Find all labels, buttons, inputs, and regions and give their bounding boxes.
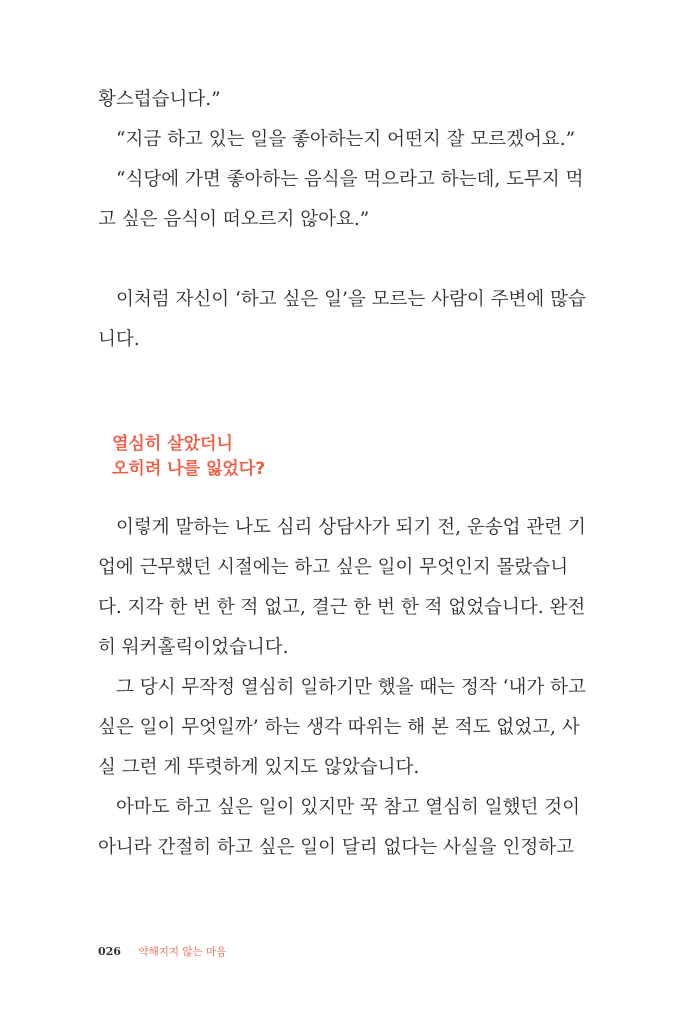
dialogue-block [98,80,584,240]
text-line: 고 싶은 음식이 떠오르지 않아요.” [98,209,370,230]
heading-line: 오히려 나를 잃었다? [112,459,266,479]
text-line: 이렇게 말하는 나도 심리 상담사가 되기 전, 운송업 관련 기 [116,517,586,538]
book-title: 약해지지 않는 마음 [138,946,227,958]
text-line: 실 그런 게 뚜렷하게 있지도 않았습니다. [98,757,420,778]
heading-line: 열심히 살았더니 [112,434,233,454]
text-line: 히 워커홀릭이었습니다. [98,637,289,658]
text-line: 그 당시 무작정 열심히 일하기만 했을 때는 정작 ‘내가 하고 [116,677,586,698]
section-heading [112,432,265,482]
text-line: 이처럼 자신이 ‘하고 싶은 일’을 모르는 사람이 주변에 많습 [116,289,586,310]
page-footer [98,944,226,959]
text-line: 싶은 일이 무엇일까’ 하는 생각 따위는 해 본 적도 없었고, 사 [98,717,580,738]
text-line: 황스럽습니다.” [98,89,221,110]
text-line: 아마도 하고 싶은 일이 있지만 꾹 참고 열심히 일했던 것이 [116,797,580,818]
text-line: 업에 근무했던 시절에는 하고 싶은 일이 무엇인지 몰랐습니 [98,557,569,578]
text-line: 니다. [98,329,140,350]
text-line: 다. 지각 한 번 한 적 없고, 결근 한 번 한 적 없었습니다. 완전 [98,597,586,618]
text-line: 아니라 간절히 하고 싶은 일이 달리 없다는 사실을 인정하고 [98,837,574,858]
text-line: “식당에 가면 좋아하는 음식을 먹으라고 하는데, 도무지 먹 [116,169,584,190]
page-number: 026 [98,945,121,958]
body-block [98,508,586,868]
paragraph-block [98,280,586,360]
text-line: “지금 하고 있는 일을 좋아하는지 어떤지 잘 모르겠어요.” [116,129,576,150]
